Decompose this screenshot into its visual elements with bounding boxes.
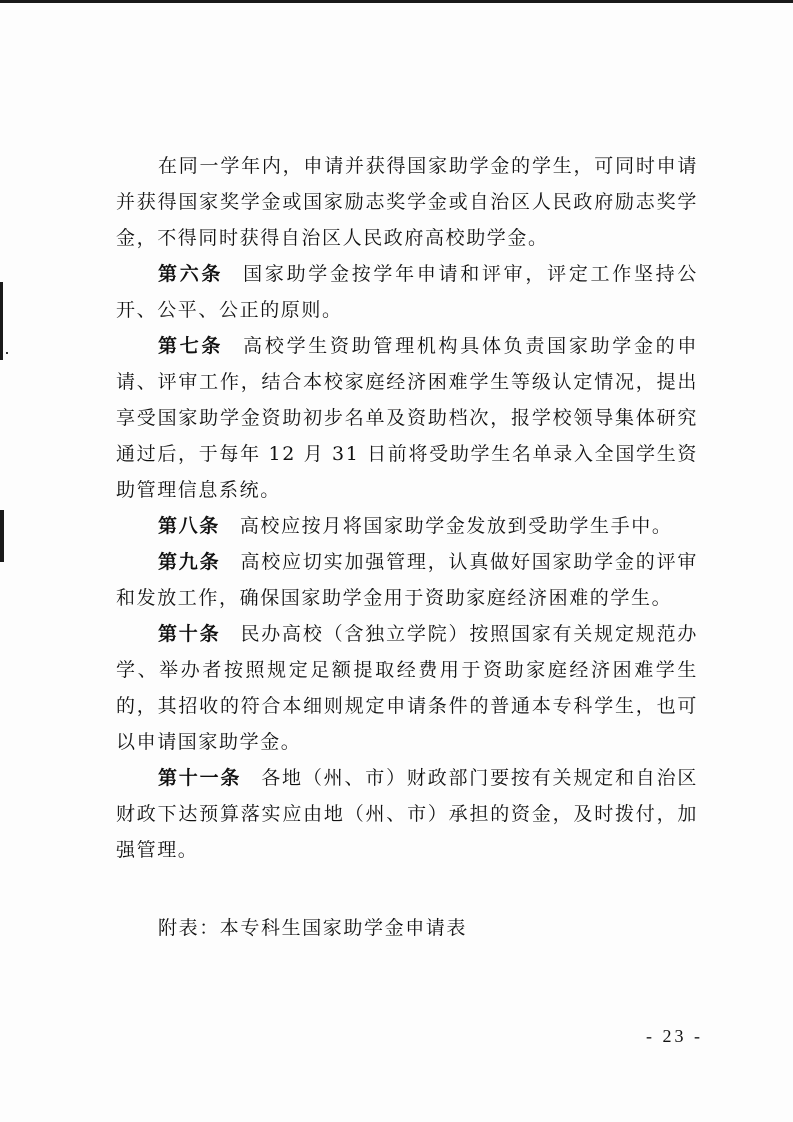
article-number: 第七条 [158,335,224,357]
article-text: 国家助学金按学年申请和评审，评定工作坚持公开、公平、公正的原则。 [116,263,698,321]
article-text: 高校学生资助管理机构具体负责国家助学金的申请、评审工作，结合本校家庭经济困难学生等级认定情况，提出享受国家助学金资助初步名单及资助档次，报学校领导集体研究通过后，于每年 12 月 31 日前将受助学生名单录入全国学生资助管理信息系统。 [116,335,698,501]
article-text: 民办高校（含独立学院）按照国家有关规定规范办学、举办者按照规定足额提取经费用于资助家庭经济困难学生的，其招收的符合本细则规定申请条件的普通本专科学生，也可以申请国家助学金。 [116,623,698,753]
article-number: 第六条 [158,263,224,285]
attachment-note: 附表：本专科生国家助学金申请表 [158,917,468,939]
article-6 [116,256,698,328]
article-10 [116,616,698,760]
article-11 [116,760,698,868]
article-text: 高校应切实加强管理，认真做好国家助学金的评审和发放工作，确保国家助学金用于资助家庭经济困难的学生。 [116,551,698,609]
scan-speck [6,352,8,354]
scan-left-mark [0,282,3,360]
scan-top-border [0,0,793,3]
paragraph-intro [116,148,698,256]
article-text: 高校应按月将国家助学金发放到受助学生手中。 [239,515,673,537]
article-number: 第十条 [158,623,221,645]
article-9 [116,544,698,616]
article-number: 第八条 [158,515,220,537]
paragraph-text: 在同一学年内，申请并获得国家助学金的学生，可同时申请并获得国家奖学金或国家励志奖学金或自治区人民政府励志奖学金，不得同时获得自治区人民政府高校助学金。 [116,155,698,249]
page-number: - 23 - [646,1026,703,1046]
article-number: 第十一条 [158,767,242,789]
document-body [116,148,698,868]
article-8 [116,508,698,544]
article-text: 各地（州、市）财政部门要按有关规定和自治区财政下达预算落实应由地（州、市）承担的资金，及时拨付，加强管理。 [116,767,698,861]
article-number: 第九条 [158,551,221,573]
article-7 [116,328,698,508]
scan-left-mark [0,510,4,562]
